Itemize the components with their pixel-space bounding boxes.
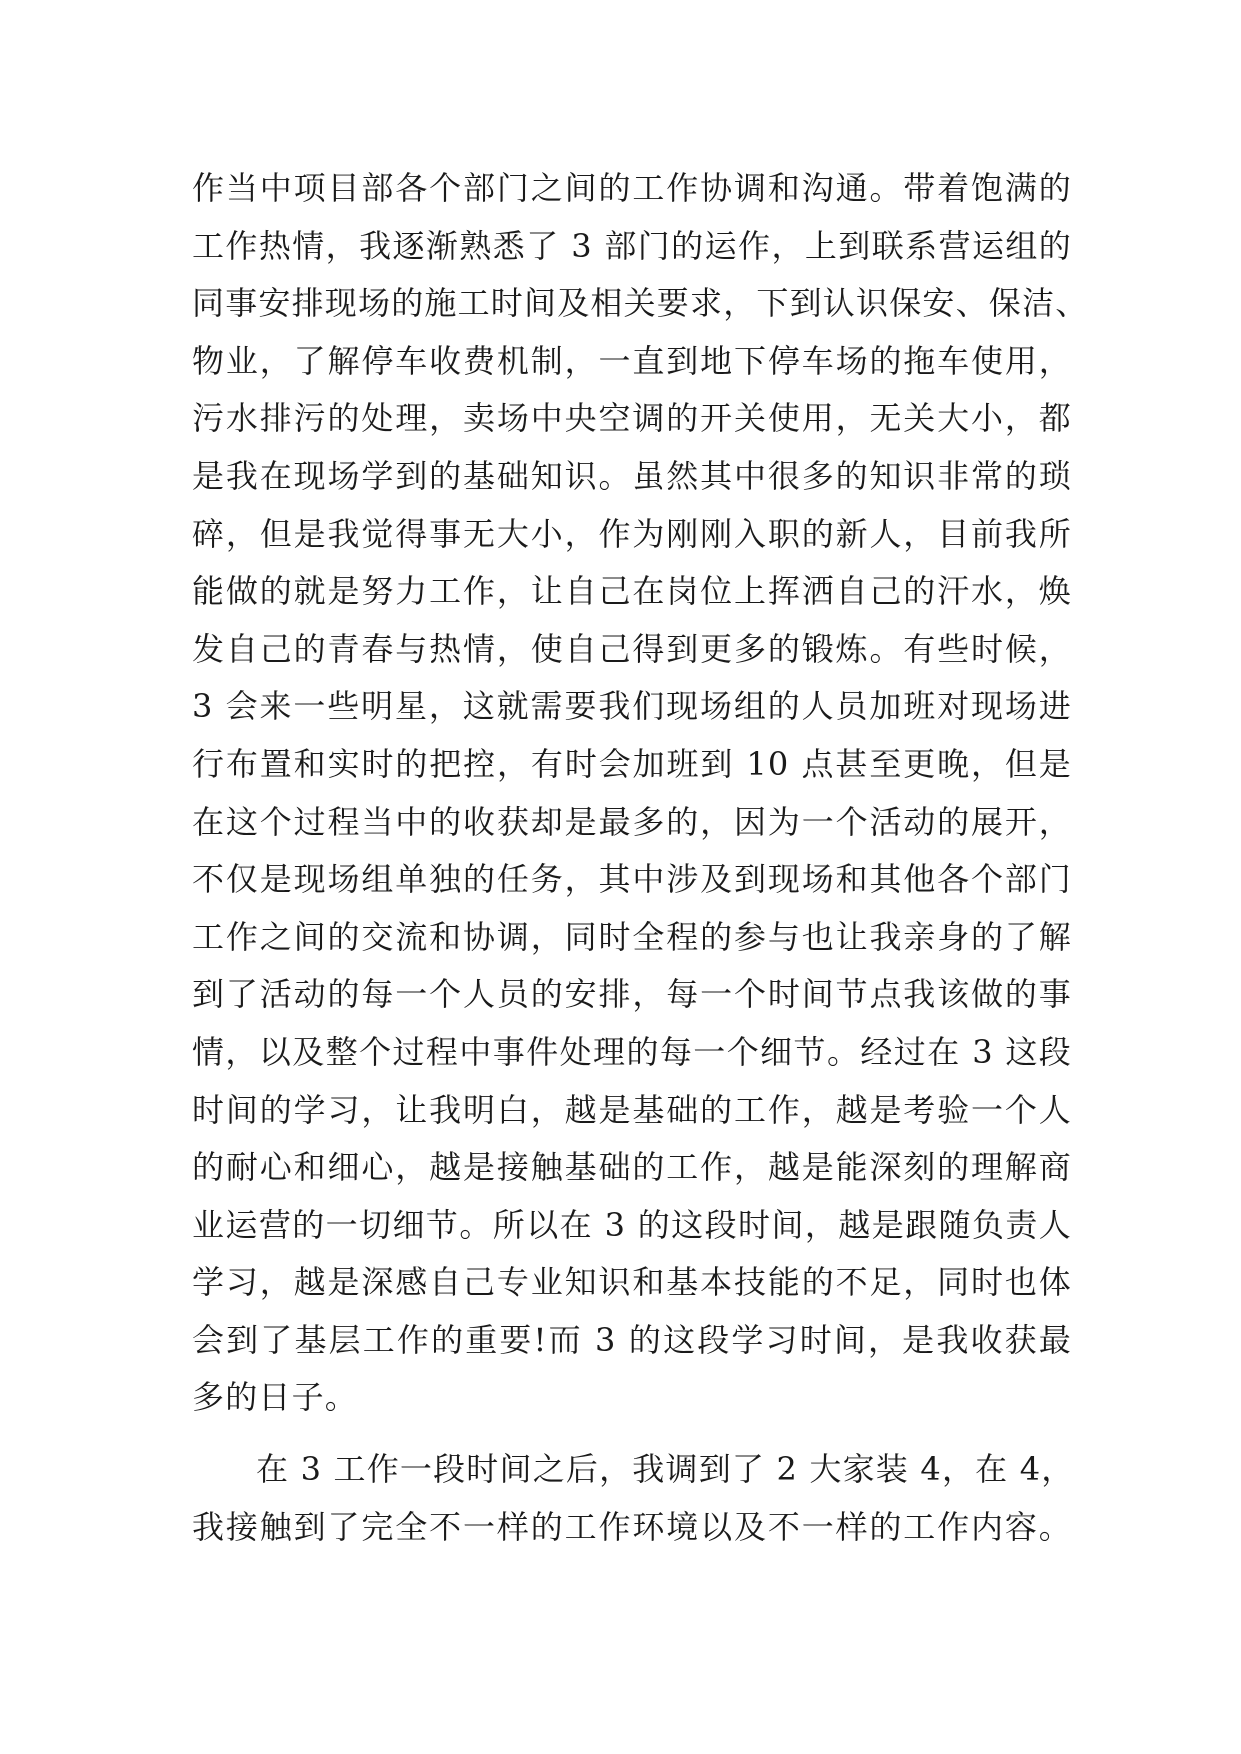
text-line: 物业，了解停车收费机制，一直到地下停车场的拖车使用， bbox=[192, 341, 1072, 380]
text-line: 碎，但是我觉得事无大小，作为刚刚入职的新人，目前我所 bbox=[192, 514, 1072, 553]
text-line: 业运营的一切细节。所以在 3 的这段时间，越是跟随负责人 bbox=[192, 1205, 1072, 1244]
text-line: 污水排污的处理，卖场中央空调的开关使用，无关大小，都 bbox=[192, 399, 1072, 438]
text-line: 我接触到了完全不一样的工作环境以及不一样的工作内容。 bbox=[192, 1507, 1072, 1546]
text-line: 会到了基层工作的重要!而 3 的这段学习时间，是我收获最 bbox=[192, 1320, 1072, 1359]
paragraph-2 bbox=[192, 1441, 1075, 1556]
text-line: 作当中项目部各个部门之间的工作协调和沟通。带着饱满的 bbox=[192, 169, 1072, 207]
text-line: 学习，越是深感自己专业知识和基本技能的不足，同时也体 bbox=[192, 1263, 1072, 1302]
text-line: 在这个过程当中的收获却是最多的，因为一个活动的展开， bbox=[192, 802, 1072, 841]
text-line: 到了活动的每一个人员的安排，每一个时间节点我该做的事 bbox=[192, 975, 1072, 1014]
text-line: 行布置和实时的把控，有时会加班到 10 点甚至更晚，但是 bbox=[192, 744, 1072, 783]
text-line: 是我在现场学到的基础知识。虽然其中很多的知识非常的琐 bbox=[192, 456, 1072, 495]
document-body bbox=[192, 160, 1089, 1556]
text-line: 多的日子。 bbox=[192, 1378, 359, 1417]
text-line: 3 会来一些明星，这就需要我们现场组的人员加班对现场进 bbox=[192, 687, 1072, 726]
text-line: 情，以及整个过程中事件处理的每一个细节。经过在 3 这段 bbox=[192, 1032, 1072, 1071]
text-line: 不仅是现场组单独的任务，其中涉及到现场和其他各个部门 bbox=[192, 860, 1072, 899]
text-line: 能做的就是努力工作，让自己在岗位上挥洒自己的汗水，焕 bbox=[192, 572, 1072, 611]
text-line: 发自己的青春与热情，使自己得到更多的锻炼。有些时候， bbox=[192, 629, 1072, 668]
text-line: 在 3 工作一段时间之后，我调到了 2 大家装 4，在 4， bbox=[256, 1450, 1075, 1489]
text-line: 同事安排现场的施工时间及相关要求，下到认识保安、保洁、 bbox=[192, 284, 1089, 323]
text-line: 的耐心和细心，越是接触基础的工作，越是能深刻的理解商 bbox=[192, 1148, 1072, 1187]
text-line: 时间的学习，让我明白，越是基础的工作，越是考验一个人 bbox=[192, 1090, 1072, 1129]
text-line: 工作热情，我逐渐熟悉了 3 部门的运作，上到联系营运组的 bbox=[192, 226, 1072, 265]
paragraph-1 bbox=[192, 160, 1089, 1427]
paragraph-spacer bbox=[192, 1427, 1072, 1441]
text-line: 工作之间的交流和协调，同时全程的参与也让我亲身的了解 bbox=[192, 917, 1072, 956]
